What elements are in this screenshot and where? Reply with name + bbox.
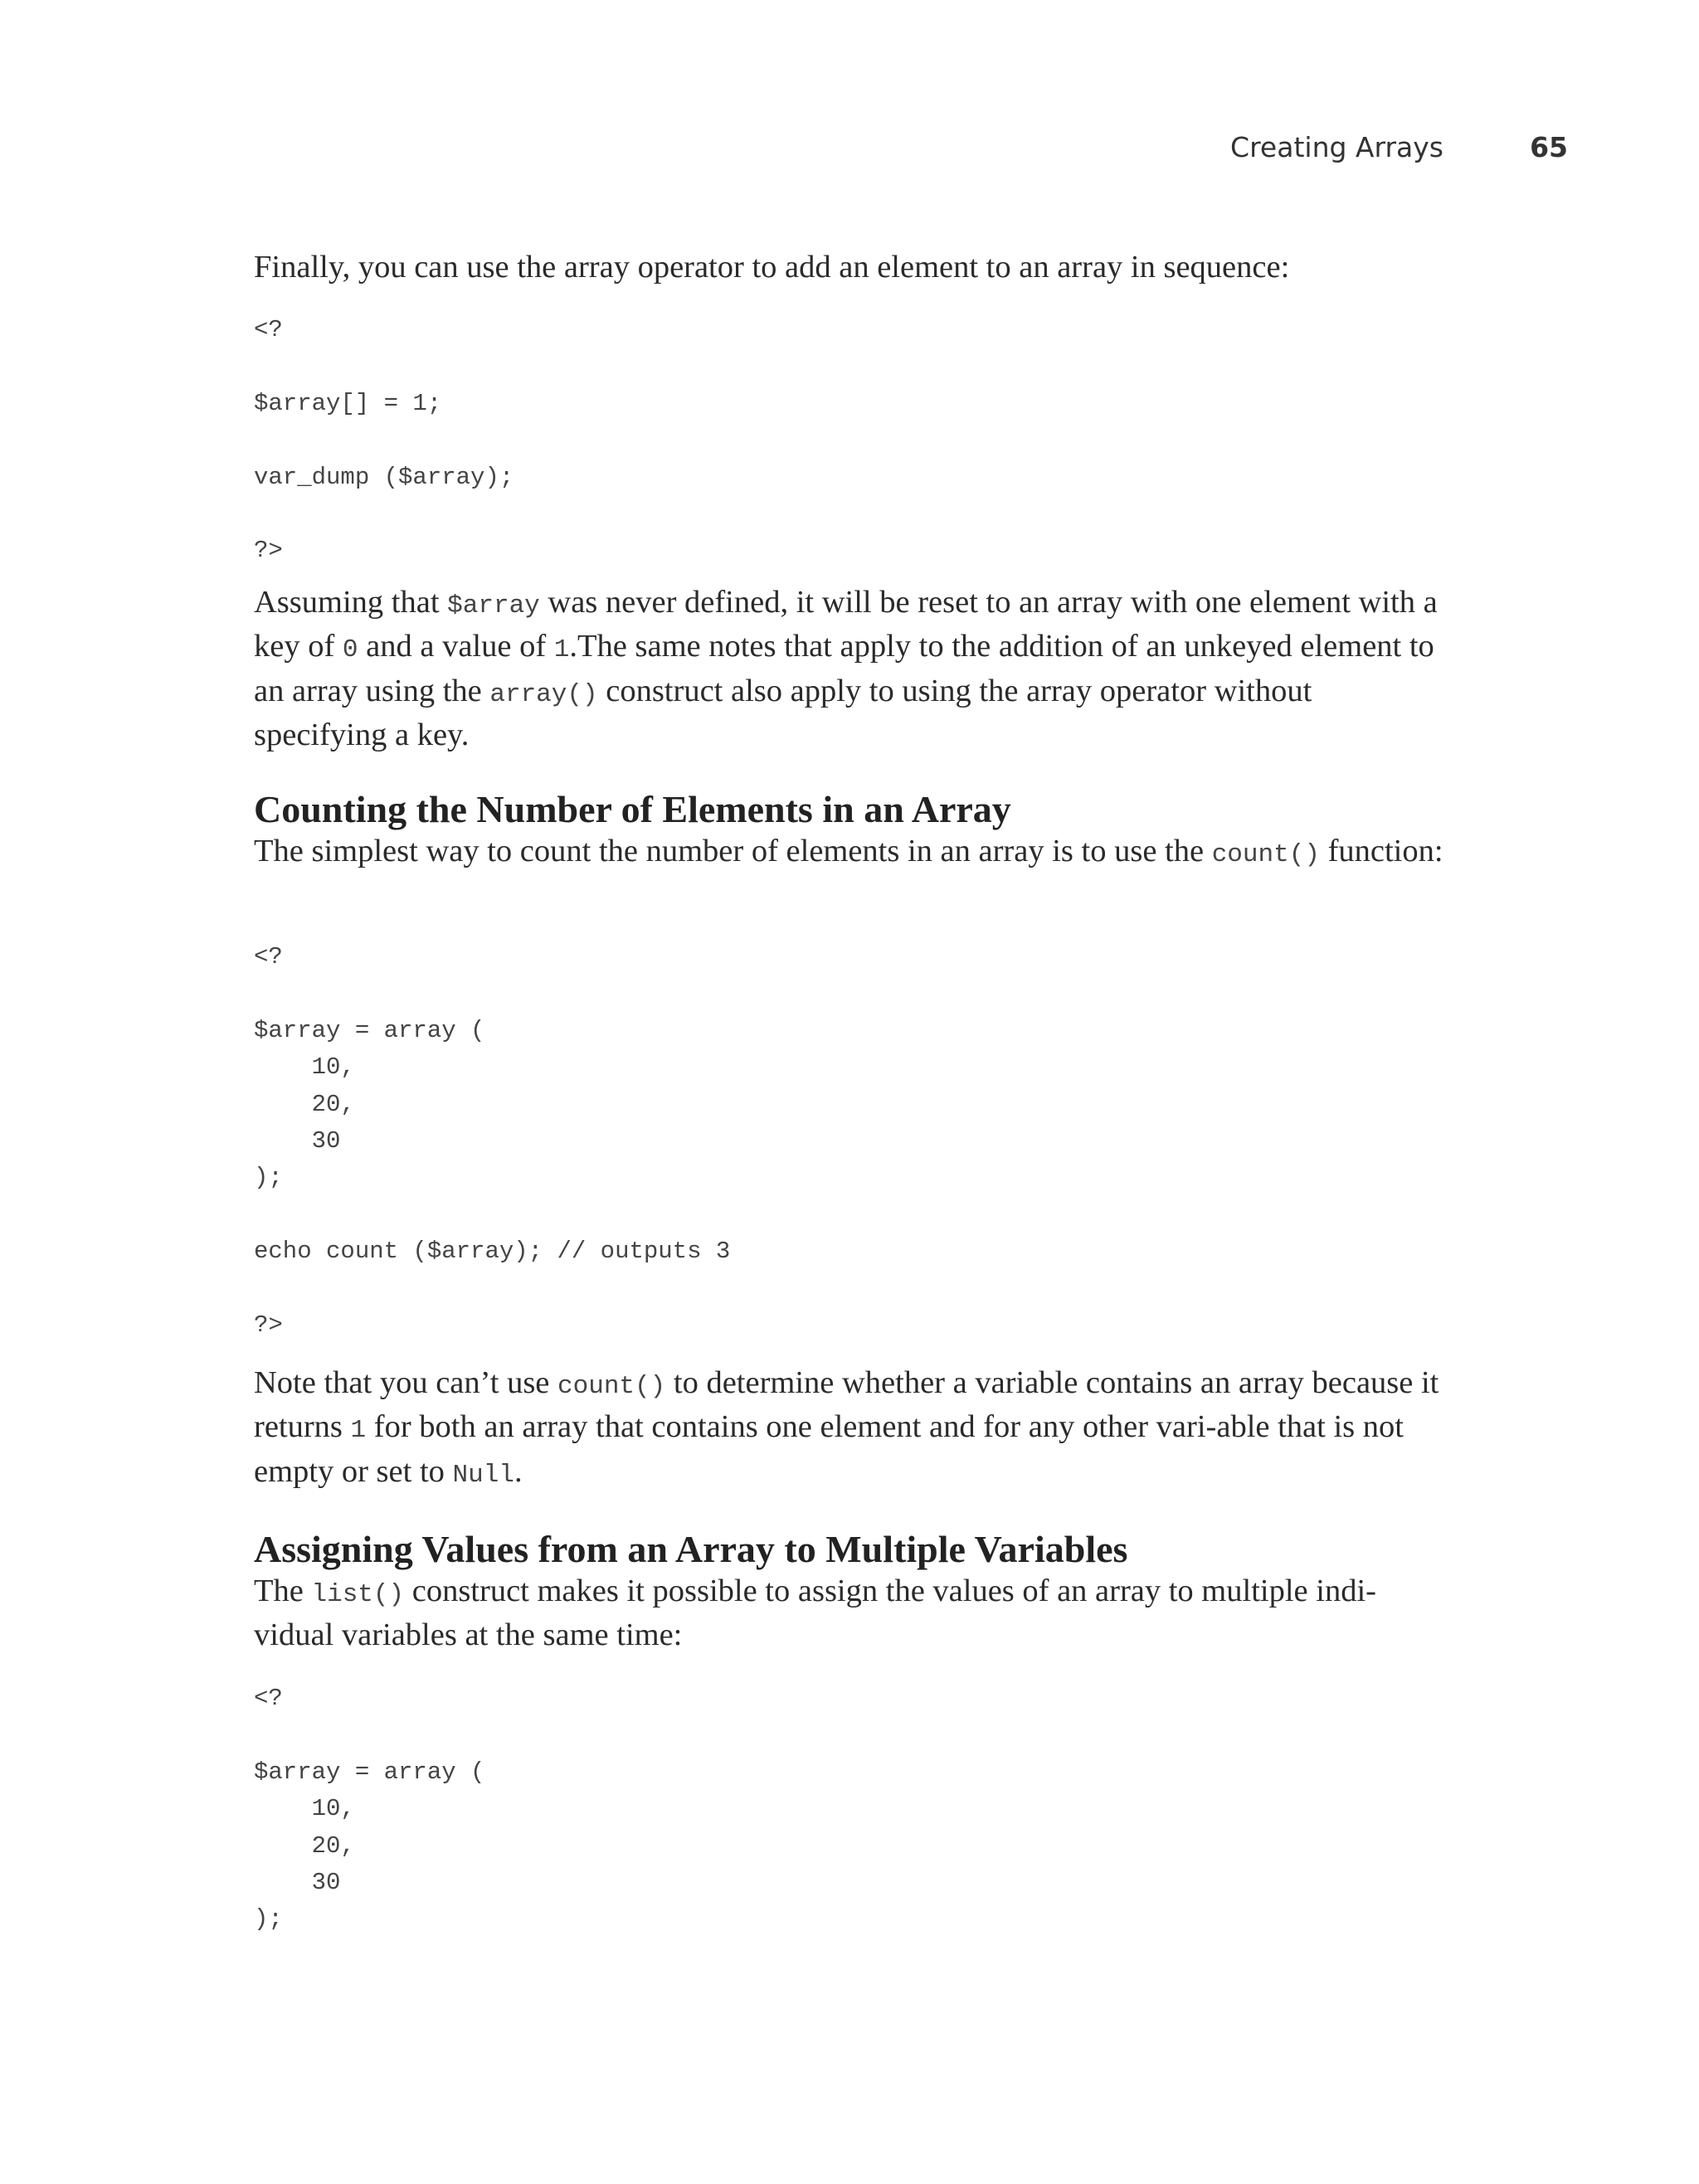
text-run: to determine whether a variable contains an array because it returns	[254, 1365, 1439, 1445]
inline-code: array()	[489, 679, 598, 709]
inline-code: $array	[447, 591, 540, 620]
inline-code: 0	[342, 635, 358, 665]
running-header-title: Creating Arrays	[1230, 131, 1443, 163]
code-listing: <? $array = array ( 10, 20, 30 );	[254, 1685, 485, 1933]
text-run: Assuming that	[254, 585, 448, 620]
text-run: The simplest way to count the number of elements in an array is to use the	[254, 834, 1212, 868]
text-run: Note that you can’t use	[254, 1365, 558, 1400]
text-run: and a value of	[358, 629, 554, 664]
assumption-paragraph	[254, 582, 1448, 756]
text-run: .The same notes that apply to the addition of an unkeyed element to an array using the	[254, 629, 1434, 708]
assumption-paragraph-block	[254, 582, 1448, 756]
code-listing: <? $array[] = 1; var_dump ($array); ?>	[254, 316, 514, 565]
text-run: function:	[1319, 834, 1443, 868]
inline-code: Null	[452, 1460, 514, 1490]
intro-paragraph: Finally, you can use the array operator to add an element to an array in sequence:	[254, 250, 1290, 285]
section-heading: Assigning Values from an Array to Multiple Variables	[254, 1528, 1128, 1570]
inline-code: count()	[557, 1372, 666, 1401]
text-run: The	[254, 1574, 312, 1608]
code-block-array-operator	[254, 312, 1448, 570]
section-intro-paragraph	[254, 1571, 1448, 1656]
inline-code: 1	[350, 1416, 367, 1446]
page-number: 65	[1530, 131, 1568, 163]
note-paragraph-block	[254, 1363, 1448, 1496]
code-block-count	[254, 939, 1448, 1344]
text-run: construct makes it possible to assign the values of an array to multiple indi-vidual variables at the same time:	[254, 1574, 1376, 1653]
section-assigning	[254, 1525, 1448, 1656]
note-paragraph	[254, 1363, 1448, 1496]
code-listing: <? $array = array ( 10, 20, 30 ); echo count ($array); // outputs 3 ?>	[254, 943, 731, 1340]
section-heading: Counting the Number of Elements in an Array	[254, 788, 1011, 830]
inline-code: list()	[311, 1580, 405, 1609]
section-counting	[254, 785, 1448, 875]
intro-paragraph-block	[254, 247, 1448, 287]
inline-code: count()	[1211, 840, 1320, 869]
text-run: was never defined, it will be reset to an array with one element with a key of	[254, 585, 1438, 664]
inline-code: 1	[553, 635, 570, 665]
section-intro-paragraph	[254, 831, 1448, 875]
text-run: for both an array that contains one element and for any other vari-able that is not empty or set to	[254, 1409, 1404, 1489]
text-run: construct also apply to using the array operator without specifying a key.	[254, 673, 1312, 753]
code-block-list	[254, 1681, 1448, 1938]
text-run: .	[514, 1453, 523, 1489]
